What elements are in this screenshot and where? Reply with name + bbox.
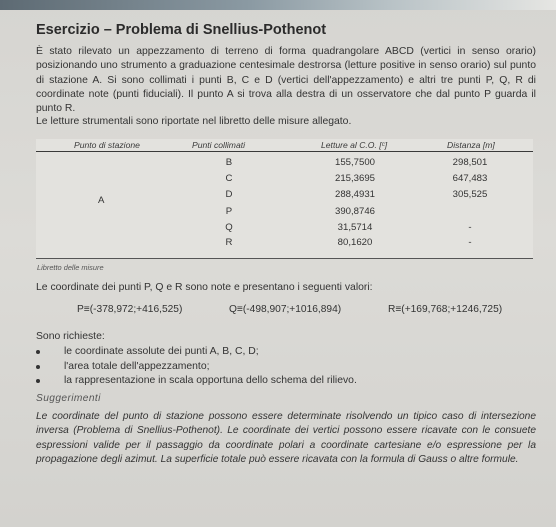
reading-cell: 155,7500 — [334, 157, 376, 168]
request-text: le coordinate assolute dei punti A, B, C, D; — [64, 346, 259, 357]
intro-paragraph: È stato rilevato un appezzamento di terreno di forma quadrangolare ABCD (vertici in senso orario) posizionando uno strumento a graduazione centesimale destrorsa (letture positive in senso orario) sul punto di stazione A. Si sono collimati i punti B, C e D (vertici dell'appezzamento) e altri tre punti P, Q, R di coordinate note (punti fiduciali). Il punto A si trova alla destra di un osservatore che dal punto P guarda il punto R. — [36, 46, 536, 115]
request-text: la rappresentazione in scala opportuna dello schema del rilievo. — [64, 375, 357, 386]
exercise-title: Esercizio – Problema di Snellius-Pothenot — [36, 22, 327, 38]
requests-title: Sono richieste: — [36, 331, 105, 342]
intro-note: Le letture strumentali sono riportate nel libretto delle misure allegato. — [36, 116, 352, 127]
coordinate-r: R≡(+169,768;+1246,725) — [388, 304, 503, 315]
table-bottom-rule — [36, 258, 533, 259]
table-caption: Libretto delle misure — [37, 263, 104, 272]
list-item — [36, 346, 357, 361]
bullet-icon — [36, 350, 40, 354]
reading-cell: 215,3695 — [334, 173, 376, 184]
point-cell: D — [225, 189, 233, 200]
request-text: l'area totale dell'appezzamento; — [64, 360, 210, 372]
point-cell: C — [225, 173, 233, 184]
distance-cell: 305,525 — [452, 189, 488, 200]
reading-cell: 31,5714 — [337, 222, 373, 233]
measurement-table — [36, 139, 533, 259]
coordinates-intro: Le coordinate dei punti P, Q e R sono note e presentano i seguenti valori: — [36, 282, 373, 293]
reading-cell: 288,4931 — [334, 189, 376, 200]
header-distance: Distanza [m] — [447, 140, 495, 150]
point-cell: P — [225, 206, 233, 217]
distance-cell: - — [468, 237, 472, 248]
table-header — [36, 139, 533, 152]
header-readings: Letture al C.O. [ᶜ] — [321, 140, 388, 150]
list-item — [36, 361, 357, 376]
suggestions-title: Suggerimenti — [36, 393, 101, 404]
point-cell: Q — [225, 222, 233, 233]
coordinate-q: Q≡(-498,907;+1016,894) — [229, 304, 342, 315]
requests-list — [36, 346, 357, 390]
reading-cell: 390,8746 — [334, 206, 376, 217]
header-points: Punti collimati — [192, 140, 246, 150]
reading-cell: 80,1620 — [337, 237, 373, 248]
point-cell: R — [225, 237, 233, 248]
bullet-icon — [36, 379, 40, 383]
point-cell: B — [225, 157, 233, 168]
header-station: Punto di stazione — [74, 140, 140, 150]
suggestions-text: Le coordinate del punto di stazione possono essere determinate risolvendo un tipico caso di intersezione inversa (Problema di Snellius-Pothenot). Le coordinate dei vertici possono essere ricavate con le consuete espressioni valide per il passaggio da coordinate polari a coordinate cartesiane e/o espressione per la propagazione degli azimut. La superficie totale può essere ricavata con la formula di Gauss o altre formule. — [36, 411, 536, 466]
distance-cell: 298,501 — [452, 157, 488, 168]
distance-cell: 647,483 — [452, 173, 488, 184]
bullet-icon — [36, 365, 40, 369]
coordinate-p: P≡(-378,972;+416,525) — [77, 304, 183, 315]
distance-cell: - — [468, 222, 472, 233]
top-band — [0, 0, 556, 10]
list-item — [36, 375, 357, 390]
station-cell: A — [98, 195, 105, 206]
